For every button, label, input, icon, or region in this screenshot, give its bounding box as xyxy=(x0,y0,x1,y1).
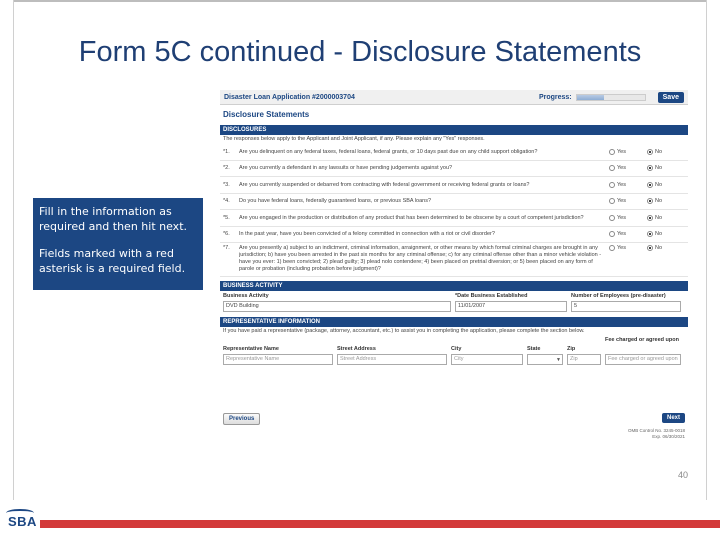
business-activity-input[interactable]: DVD Building xyxy=(223,301,451,312)
rep-name-input[interactable]: Representative Name xyxy=(223,354,333,365)
previous-button[interactable]: Previous xyxy=(223,413,260,425)
disclosure-question-row xyxy=(220,144,688,161)
business-activity-fields xyxy=(220,301,688,312)
no-option[interactable] xyxy=(647,198,685,204)
street-address-input[interactable]: Street Address xyxy=(337,354,447,365)
footer-red-bar xyxy=(40,520,720,528)
slide-left-border xyxy=(0,0,14,500)
radio-button[interactable] xyxy=(609,165,615,171)
disclosure-question-row xyxy=(220,194,688,211)
radio-label: Yes xyxy=(617,148,626,155)
representative-fields xyxy=(220,354,688,365)
application-form-screenshot xyxy=(220,90,688,446)
yes-option[interactable] xyxy=(609,215,647,221)
question-number: *7. xyxy=(223,245,230,251)
state-label: State xyxy=(527,346,541,352)
slide-title: Form 5C continued - Disclosure Statements xyxy=(78,36,642,68)
radio-label: No xyxy=(655,181,663,188)
no-option[interactable] xyxy=(647,245,685,251)
city-input[interactable]: City xyxy=(451,354,523,365)
radio-button[interactable] xyxy=(647,198,653,204)
radio-button[interactable] xyxy=(647,149,653,155)
question-number: *3. xyxy=(223,181,230,188)
question-number: *4. xyxy=(223,198,230,205)
no-option[interactable] xyxy=(647,231,685,237)
slide-right-border xyxy=(706,0,720,500)
radio-button[interactable] xyxy=(647,182,653,188)
date-established-input[interactable]: 11/01/2007 xyxy=(455,301,567,312)
radio-label: Yes xyxy=(617,198,626,205)
fee-label: Fee charged or agreed upon xyxy=(605,337,679,343)
yes-option[interactable] xyxy=(609,231,647,237)
radio-button[interactable] xyxy=(647,231,653,237)
radio-button[interactable] xyxy=(609,245,615,251)
question-number: *6. xyxy=(223,231,230,238)
no-option[interactable] xyxy=(647,182,685,188)
instruction-callout xyxy=(33,198,203,290)
radio-label: Yes xyxy=(617,231,626,238)
radio-button[interactable] xyxy=(647,215,653,221)
disclosures-intro: The responses below apply to the Applicant and Joint Applicant, if any. Please explain any "Yes" responses. xyxy=(223,136,485,142)
rep-name-label: Representative Name xyxy=(223,346,279,352)
business-activity-header: BUSINESS ACTIVITY xyxy=(220,281,688,291)
street-address-label: Street Address xyxy=(337,346,376,352)
question-number: *1. xyxy=(223,148,230,155)
section-title: Disclosure Statements xyxy=(223,110,310,119)
question-number: *5. xyxy=(223,214,230,221)
question-text: Do you have federal loans, federally guaranteed loans, or previous SBA loans? xyxy=(239,198,432,205)
application-title: Disaster Loan Application #2000003704 xyxy=(224,93,355,101)
zip-input[interactable]: Zip xyxy=(567,354,601,365)
radio-button[interactable] xyxy=(647,245,653,251)
no-option[interactable] xyxy=(647,149,685,155)
disclosure-question-row xyxy=(220,210,688,227)
radio-button[interactable] xyxy=(609,215,615,221)
radio-label: Yes xyxy=(617,245,626,251)
business-activity-label: Business Activity xyxy=(223,293,269,299)
progress-bar xyxy=(576,94,646,101)
question-number: *2. xyxy=(223,165,230,172)
radio-label: Yes xyxy=(617,181,626,188)
save-button[interactable]: Save xyxy=(658,92,684,103)
disclosure-question-row xyxy=(220,177,688,194)
omb-control-number: OMB Control No. 3245-0018 xyxy=(627,428,685,433)
fee-input[interactable]: Fee charged or agreed upon xyxy=(605,354,681,365)
radio-button[interactable] xyxy=(647,165,653,171)
question-text: Are you engaged in the production or distribution of any product that has been determined to be obscene by a court of competent jurisdiction? xyxy=(239,214,584,221)
instruction-text-2: Fields marked with a red asterisk is a required field. xyxy=(39,247,186,275)
app-header-bar xyxy=(220,90,688,105)
representative-labels xyxy=(220,336,688,354)
page-number: 40 xyxy=(678,470,689,480)
yes-option[interactable] xyxy=(609,149,647,155)
disclosure-question-row xyxy=(220,161,688,178)
omb-expiration: Exp. 06/30/2021 xyxy=(652,434,685,439)
radio-label: No xyxy=(655,231,663,238)
state-select[interactable] xyxy=(527,354,563,365)
radio-button[interactable] xyxy=(609,149,615,155)
radio-label: Yes xyxy=(617,165,626,172)
radio-button[interactable] xyxy=(609,182,615,188)
question-text: Are you currently suspended or debarred from contracting with federal government or receiving federal grants or loans? xyxy=(239,181,530,188)
radio-label: Yes xyxy=(617,214,626,221)
question-text: Are you presently a) subject to an indictment, criminal information, arraignment, or other means by which formal criminal charges are brought in any jurisdiction; b) have you been arrested in the past six months for any criminal offense; c) for any criminal offense other than a minor vehicle violation - have you ever: 1) been convicted; 2) plead guilty; 3) plead nolo contendere; 4) been placed on pretrial diversion; or 5) been placed on any form of parole or probation (including probation before judgment)? xyxy=(239,245,602,272)
yes-option[interactable] xyxy=(609,198,647,204)
employees-input[interactable]: 5 xyxy=(571,301,681,312)
question-text: Are you currently a defendant in any lawsuits or have pending judgements against you? xyxy=(239,165,453,172)
radio-label: No xyxy=(655,198,663,205)
date-established-label: *Date Business Established xyxy=(455,293,528,299)
business-activity-labels xyxy=(220,292,688,301)
disclosure-question-row xyxy=(220,243,688,277)
representative-intro: If you have paid a representative (package, attorney, accountant, etc.) to assist you in completing the application, please complete the section below. xyxy=(223,328,585,334)
representative-info-header: REPRESENTATIVE INFORMATION xyxy=(220,317,688,327)
zip-label: Zip xyxy=(567,346,576,352)
radio-label: No xyxy=(655,165,663,172)
radio-label: No xyxy=(655,148,663,155)
progress-label: Progress: xyxy=(538,93,572,101)
yes-option[interactable] xyxy=(609,182,647,188)
city-label: City xyxy=(451,346,462,352)
radio-button[interactable] xyxy=(609,198,615,204)
yes-option[interactable] xyxy=(609,165,647,171)
chevron-down-icon: ▼ xyxy=(556,357,561,363)
yes-option[interactable] xyxy=(609,245,647,251)
slide-top-border xyxy=(0,0,720,2)
radio-label: No xyxy=(655,245,663,251)
disclosure-questions xyxy=(220,144,688,277)
next-button[interactable]: Next xyxy=(662,413,685,423)
instruction-text-1: Fill in the information as required and then hit next. xyxy=(39,205,188,233)
no-option[interactable] xyxy=(647,165,685,171)
question-text: Are you delinquent on any federal taxes, federal loans, federal grants, or 10 days past due on any child support obligation? xyxy=(239,148,538,155)
sba-logo: SBA xyxy=(8,514,37,529)
no-option[interactable] xyxy=(647,215,685,221)
employees-label: Number of Employees (pre-disaster) xyxy=(571,293,666,299)
disclosure-question-row xyxy=(220,227,688,244)
progress-bar-fill xyxy=(577,95,604,100)
question-text: In the past year, have you been convicted of a felony committed in connection with a riot or civil disorder? xyxy=(239,231,495,238)
radio-button[interactable] xyxy=(609,231,615,237)
omb-control-info xyxy=(628,428,685,440)
disclosures-header: DISCLOSURES xyxy=(220,125,688,135)
radio-label: No xyxy=(655,214,663,221)
